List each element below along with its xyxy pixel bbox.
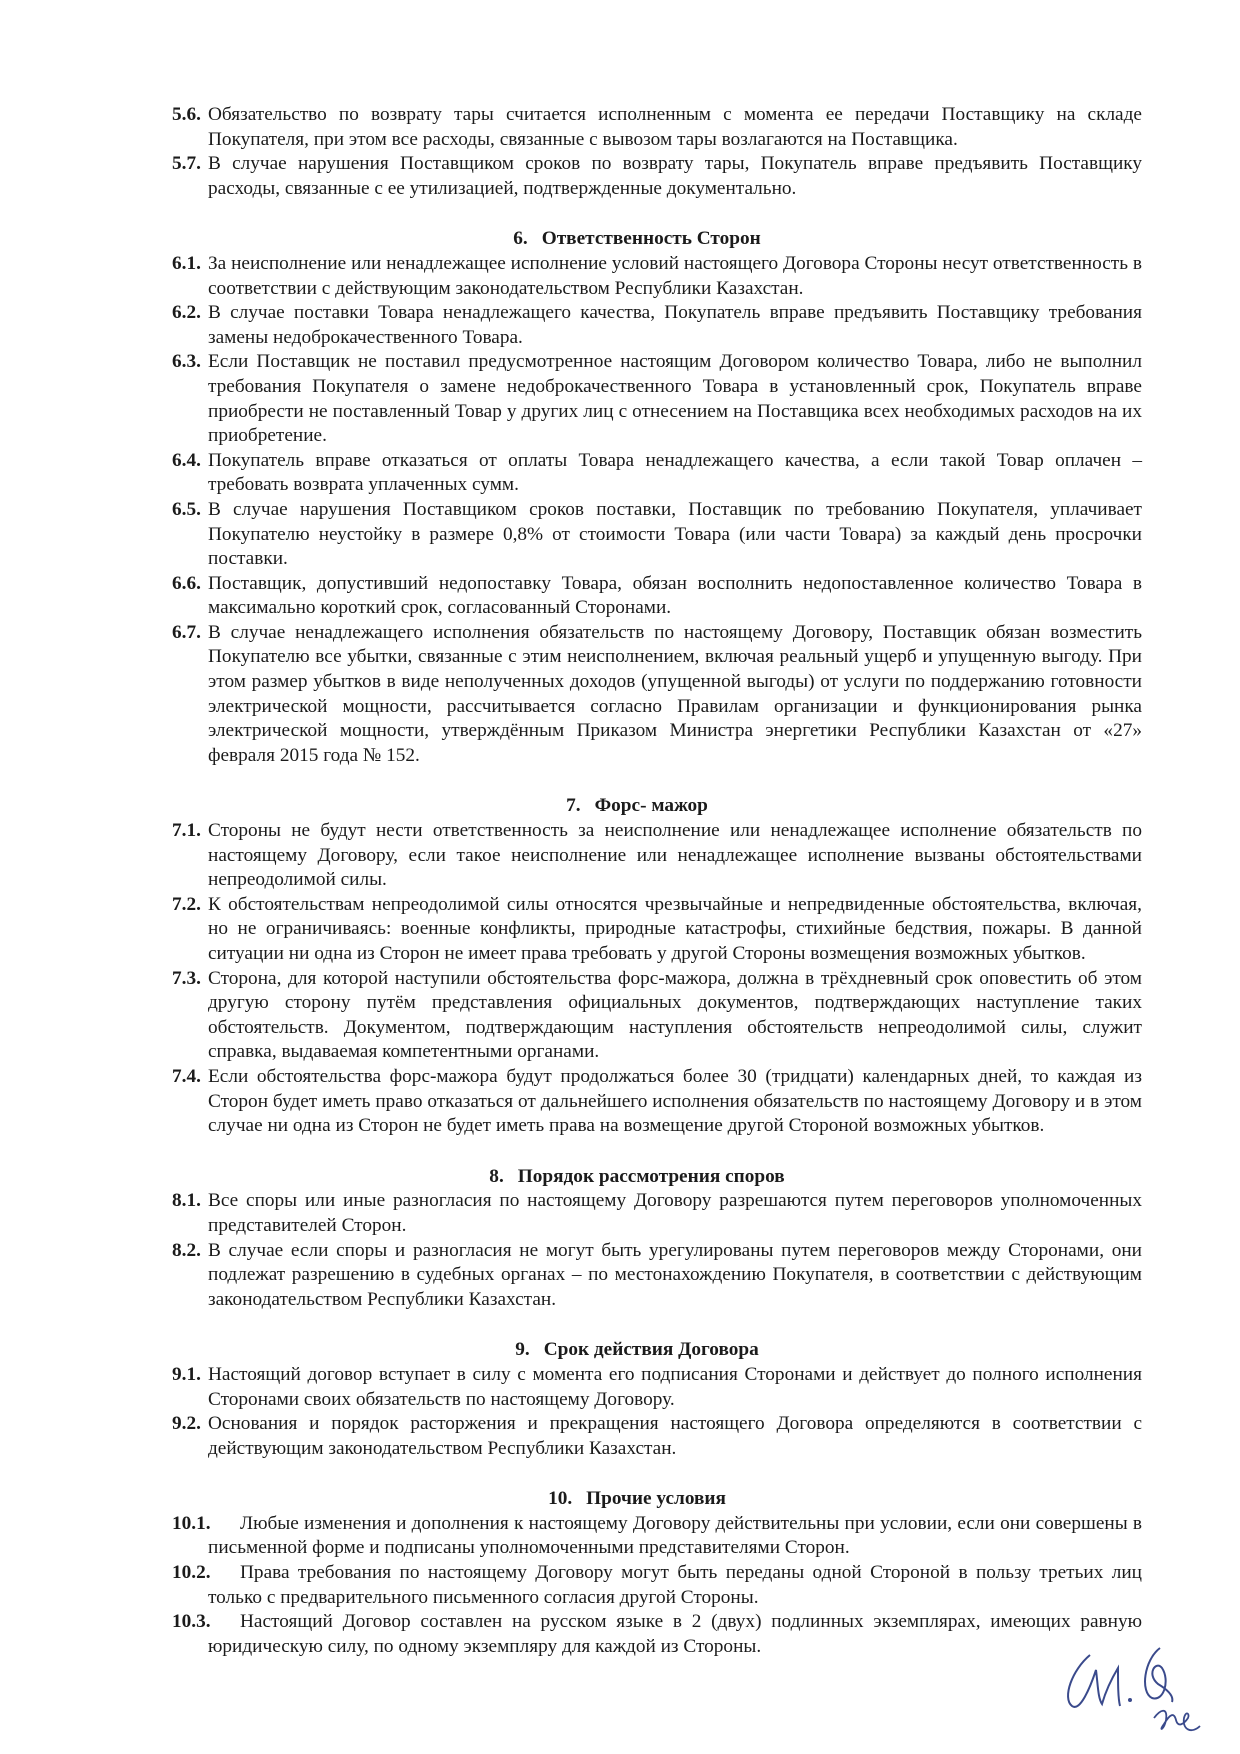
section-title: Срок действия Договора	[543, 1339, 759, 1361]
clause-number: 6.4.	[172, 449, 201, 471]
clause	[172, 1189, 1142, 1238]
clause	[172, 819, 1142, 893]
clause-text: Основания и порядок расторжения и прекращения настоящего Договора определяются в соответствии с действующим законодательством Республики Казахстан.	[208, 1413, 1142, 1459]
clause-text: Стороны не будут нести ответственность за неисполнение или ненадлежащее исполнение обязательств по настоящему Договору, если такое неисполнение или ненадлежащее исполнение вызваны обстоятельствами непреодолимой силы.	[208, 820, 1142, 891]
section-title: Форс- мажор	[594, 795, 708, 817]
clause	[172, 1412, 1142, 1461]
clause	[172, 1363, 1142, 1412]
section-title: Порядок рассмотрения споров	[517, 1165, 785, 1187]
clause	[172, 301, 1142, 350]
clause-number: 7.3.	[172, 967, 201, 989]
clause	[172, 449, 1142, 498]
clause-number: 6.7.	[172, 621, 201, 643]
clause-text: Настоящий договор вступает в силу с момента его подписания Сторонами и действует до полного исполнения Сторонами своих обязательств по настоящему Договору.	[208, 1363, 1142, 1410]
section-6	[172, 227, 1142, 768]
section-9	[172, 1338, 1142, 1461]
clause-number: 5.7.	[172, 153, 201, 175]
section-number: 9.	[515, 1339, 530, 1361]
clause-number: 6.6.	[172, 572, 201, 594]
clause	[172, 621, 1142, 769]
clause	[172, 1512, 1142, 1561]
clause-text: В случае нарушения Поставщиком сроков поставки, Поставщик по требованию Покупателя, уплачивает Покупателю неустойку в размере 0,8% от стоимости Товара (или части Товара) за каждый день просрочки поставки.	[208, 498, 1142, 570]
section-number: 6.	[513, 228, 528, 250]
clause-text: В случае нарушения Поставщиком сроков по возврату тары, Покупатель вправе предъявить Поставщику расходы, связанные с ее утилизацией, подтвержденные документально.	[208, 153, 1142, 199]
clause-number: 6.5.	[172, 498, 201, 520]
section-number: 8.	[489, 1165, 504, 1187]
clause-text: Покупатель вправе отказаться от оплаты Товара ненадлежащего качества, а если такой Товар оплачен – требовать возврата уплаченных сумм.	[208, 449, 1142, 496]
clause	[172, 893, 1142, 967]
section-heading	[132, 794, 1142, 819]
clause	[172, 252, 1142, 301]
section-title: Прочие условия	[586, 1488, 726, 1510]
clause-text: Все споры или иные разногласия по настоящему Договору разрешаются путем переговоров уполномоченных представителей Сторон.	[208, 1190, 1142, 1236]
clause-text: В случае ненадлежащего исполнения обязательств по настоящему Договору, Поставщик обязан возместить Покупателю все убытки, связанные с этим неисполнением, включая реальный ущерб и упущенную выгоду. При этом размер убытков в виде неполученных доходов (упущенной выгоды) от услуги по поддержанию готовности электрической мощности, рассчитывается согласно Правилам организации и функционирования рынка электрической мощности, утверждённым Приказом Министра энергетики Республики Казахстан от «27» февраля 2015 года № 152.	[208, 621, 1142, 766]
clause-number: 8.1.	[172, 1190, 201, 1212]
clause	[172, 967, 1142, 1065]
clause-number: 9.2.	[172, 1413, 201, 1435]
clause-text: За неисполнение или ненадлежащее исполнение условий настоящего Договора Стороны несут ответственность в соответствии с действующим законодательством Республики Казахстан.	[208, 252, 1142, 299]
clause-number: 7.1.	[172, 820, 201, 842]
clause-text: Обязательство по возврату тары считается исполненным с момента ее передачи Поставщику на складе Покупателя, при этом все расходы, связанные с вывозом тары возлагаются на Поставщика.	[208, 104, 1142, 150]
section-8	[172, 1165, 1142, 1313]
clause-text: Права требования по настоящему Договору могут быть переданы одной Стороной в пользу третьих лиц только с предварительного письменного согласия другой Стороны.	[208, 1562, 1142, 1608]
section-title: Ответственность Сторон	[541, 228, 761, 250]
section-heading	[132, 1165, 1142, 1190]
clause	[172, 152, 1142, 201]
clause-number: 10.1.	[172, 1512, 211, 1534]
section-heading	[132, 1487, 1142, 1512]
clause-number: 10.2.	[172, 1562, 211, 1584]
clause-text: Если обстоятельства форс-мажора будут продолжаться более 30 (тридцати) календарных дней, то каждая из Сторон будет иметь право отказаться от дальнейшего исполнения обязательств по настоящему Договору и в этом случае ни одна из Сторон не будет иметь права на возмещение другой Стороной возможных убытков.	[208, 1065, 1142, 1137]
clause-text: В случае если споры и разногласия не могут быть урегулированы путем переговоров между Сторонами, они подлежат разрешению в судебных органах – по местонахождению Покупателя, в соответствии с действующим законодательством Республики Казахстан.	[208, 1239, 1142, 1310]
clause	[172, 572, 1142, 621]
clause	[172, 103, 1142, 152]
clause-number: 9.1.	[172, 1363, 201, 1385]
handwritten-signature	[1060, 1640, 1210, 1740]
clause-number: 6.3.	[172, 351, 201, 373]
clause	[172, 1610, 1142, 1659]
section-heading	[132, 227, 1142, 252]
clause-number: 7.4.	[172, 1065, 201, 1087]
contract-page	[172, 103, 1142, 1685]
section-10	[172, 1487, 1142, 1659]
clause	[172, 350, 1142, 448]
section-heading	[132, 1338, 1142, 1363]
section-number: 7.	[566, 795, 581, 817]
clause-text: К обстоятельствам непреодолимой силы относятся чрезвычайные и непредвиденные обстоятельства, включая, но не ограничиваясь: военные конфликты, природные катастрофы, стихийные бедствия, пожары. В данной ситуации ни одна из Сторон не имеет права требовать у другой Стороны возмещения возможных убытков.	[208, 893, 1142, 964]
clause-number: 6.2.	[172, 302, 201, 324]
clause-text: Поставщик, допустивший недопоставку Товара, обязан восполнить недопоставленное количество Товара в максимально короткий срок, согласованный Сторонами.	[208, 572, 1142, 619]
clause-text: Настоящий Договор составлен на русском языке в 2 (двух) подлинных экземплярах, имеющих равную юридическую силу, по одному экземпляру для каждой из Стороны.	[208, 1611, 1142, 1657]
clause	[172, 1239, 1142, 1313]
section-7	[172, 794, 1142, 1138]
clause-number: 5.6.	[172, 104, 201, 125]
clause-number: 7.2.	[172, 893, 201, 915]
clause	[172, 498, 1142, 572]
clause-text: Если Поставщик не поставил предусмотренное настоящим Договором количество Товара, либо не выполнил требования Покупателя о замене недоброкачественного Товара в установленный срок, Покупатель вправе приобрести не поставленный Товар у других лиц с отнесением на Поставщика всех необходимых расходов на их приобретение.	[208, 351, 1142, 447]
clause-text: В случае поставки Товара ненадлежащего качества, Покупатель вправе предъявить Поставщику требования замены недоброкачественного Товара.	[208, 302, 1142, 348]
clause-text: Любые изменения и дополнения к настоящему Договору действительны при условии, если они совершены в письменной форме и подписаны уполномоченными представителями Сторон.	[208, 1512, 1142, 1559]
clause-number: 8.2.	[172, 1239, 201, 1261]
clause	[172, 1065, 1142, 1139]
clause	[172, 1561, 1142, 1610]
clause-number: 6.1.	[172, 252, 201, 274]
section-continuation	[172, 103, 1142, 201]
clause-text: Сторона, для которой наступили обстоятельства форс-мажора, должна в трёхдневный срок оповестить об этом другую сторону путём представления официальных документов, подтверждающих наступление таких обстоятельств. Документом, подтверждающим наступления обстоятельств непреодолимой силы, служит справка, выдаваемая компетентными органами.	[208, 967, 1142, 1063]
section-number: 10.	[548, 1488, 573, 1510]
clause-number: 10.3.	[172, 1611, 211, 1633]
